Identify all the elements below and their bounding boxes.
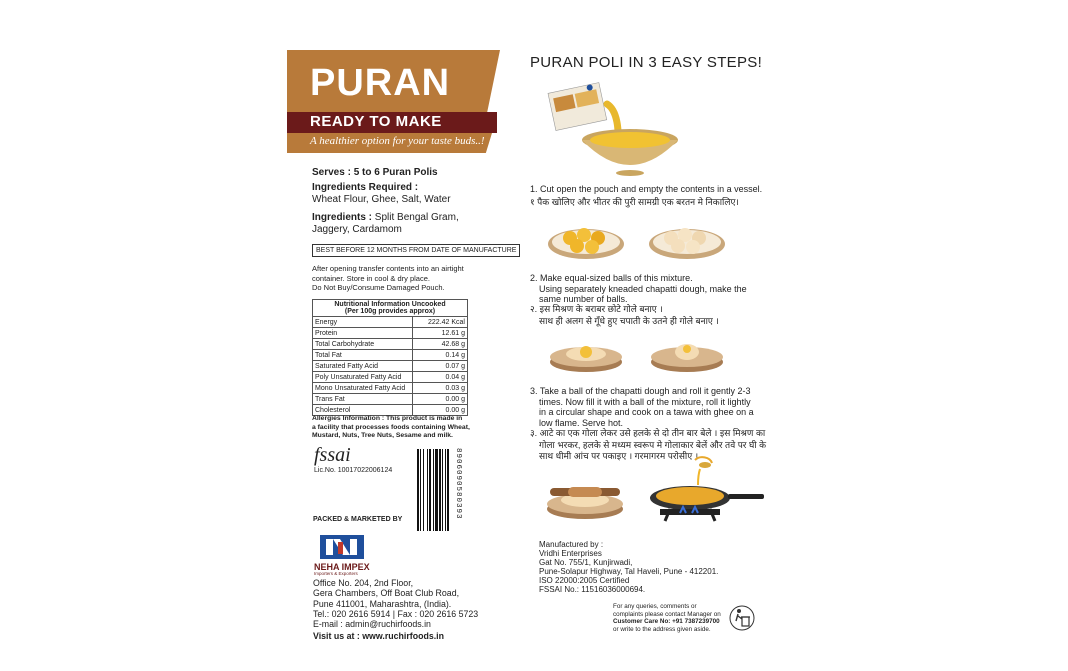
step2-line-2: Using separately kneaded chapatti dough, make the: [539, 283, 747, 294]
customer-care-number: Customer Care No: +91 7387239700: [613, 618, 720, 626]
table-row: [313, 372, 468, 383]
allergy-line-1: Allergies Information : This product is made in: [312, 415, 463, 422]
nutrient-value: 0.03 g: [413, 383, 468, 394]
barcode-bar: [442, 449, 443, 531]
ingredients-required-label: Ingredients Required :: [312, 182, 419, 193]
nutrient-value: 42.68 g: [413, 339, 468, 350]
barcode-bar: [417, 449, 419, 531]
best-before-box: BEST BEFORE 12 MONTHS FROM DATE OF MANUFACTURE: [312, 244, 520, 257]
dispose-bin-icon: [729, 604, 755, 632]
nutrient-value: 12.61 g: [413, 328, 468, 339]
step2-line-1: 2. Make equal-sized balls of this mixture.: [530, 273, 693, 283]
table-row: [313, 405, 468, 416]
ingredients-value-2: Jaggery, Cardamom: [312, 224, 402, 235]
step2-text-hi: [530, 304, 719, 327]
marketer-tagline: Importers & Exporters: [314, 571, 358, 576]
nutrient-value: 0.00 g: [413, 394, 468, 405]
barcode-bar: [429, 449, 431, 531]
marketer-phone: Tel.: 020 2616 5914 | Fax : 020 2616 5723: [313, 608, 479, 619]
step3-hi-line-1: ३. आटे का एक गोला लेकर उसे हलके से दो तीन बार बेले । इस मिश्रण का: [530, 428, 766, 438]
nutrient-name: Saturated Fatty Acid: [313, 361, 413, 372]
step3-line-4: low flame. Serve hot.: [539, 417, 624, 428]
ingredients-required-value: Wheat Flour, Ghee, Salt, Water: [312, 194, 451, 205]
nutrition-heading: [313, 300, 468, 317]
marketer-address: [313, 578, 478, 629]
nutrient-value: 0.14 g: [413, 350, 468, 361]
barcode-bar: [439, 449, 441, 531]
manufacturer-label: Manufactured by :: [539, 540, 604, 549]
barcode-bar: [433, 449, 434, 531]
step3-line-2: times. Now fill it with a ball of the mixture, roll it lightly: [539, 396, 751, 407]
barcode-bar: [447, 449, 449, 531]
nutrient-value: 222.42 Kcal: [413, 317, 468, 328]
table-row: [313, 361, 468, 372]
step3-hi-line-3: साथ धीमी आंच पर पकाइए । गरमागरम परोसीए ।: [539, 451, 699, 461]
table-row: [313, 383, 468, 394]
queries-line-2: complaints please contact Manager on: [613, 610, 721, 618]
packed-by-label: PACKED & MARKETED BY: [313, 516, 403, 523]
neha-impex-logo: [318, 532, 366, 562]
nutrient-value: 0.07 g: [413, 361, 468, 372]
step1-text-en: 1. Cut open the pouch and empty the contents in a vessel.: [530, 184, 763, 194]
storage-info: [312, 264, 464, 293]
nutrient-name: Poly Unsaturated Fatty Acid: [313, 372, 413, 383]
nutrient-name: Total Fat: [313, 350, 413, 361]
table-row: [313, 328, 468, 339]
storage-line-3: Do Not Buy/Consume Damaged Pouch.: [312, 283, 445, 292]
storage-line-2: container. Store in cool & dry place.: [312, 273, 430, 283]
nutrient-value: 0.00 g: [413, 405, 468, 416]
manufacturer-addr-2: Pune-Solapur Highway, Tal Haveli, Pune - 412201.: [539, 567, 719, 577]
nutrient-name: Cholesterol: [313, 405, 413, 416]
storage-line-1: After opening transfer contents into an airtight: [312, 264, 464, 273]
nutrition-heading-1: Nutritional Information Uncooked: [334, 301, 446, 308]
step3-line-3: in a circular shape and cook on a tawa with ghee on a: [539, 407, 754, 417]
manufacturer-info: [539, 540, 718, 595]
manufacturer-iso: ISO 22000:2005 Certified: [539, 576, 630, 586]
product-tagline: A healthier option for your taste buds..!: [310, 135, 485, 147]
manufacturer-name: Vridhi Enterprises: [539, 549, 602, 559]
rolling-board-illustration: [546, 336, 726, 378]
barcode-bar: [423, 449, 424, 531]
address-line-1: Office No. 204, 2nd Floor,: [313, 578, 414, 588]
fssai-license: Lic.No. 10017022006124: [314, 467, 393, 474]
steps-title: PURAN POLI IN 3 EASY STEPS!: [530, 54, 763, 71]
fssai-logo: [314, 444, 351, 467]
step2-line-3: same number of balls.: [539, 294, 628, 304]
nutrient-name: Trans Fat: [313, 394, 413, 405]
manufacturer-fssai: FSSAI No.: 11516036000694.: [539, 585, 646, 595]
nutrient-name: Energy: [313, 317, 413, 328]
barcode-bar: [420, 449, 421, 531]
manufacturer-addr-1: Gat No. 755/1, Kunjirwadi,: [539, 558, 633, 568]
marketer-email: E-mail : admin@ruchirfoods.in: [313, 619, 431, 630]
step3-line-1: 3. Take a ball of the chapatti dough and roll it gently 2-3: [530, 386, 751, 396]
barcode-bar: [445, 449, 446, 531]
product-title: PURAN: [310, 62, 451, 104]
step1-illustration: [545, 80, 725, 180]
step2-hi-line-2: साथ ही अलग से गूँधे हुए चपाती के उतने ही गोले बनाए ।: [539, 315, 719, 326]
fssai-logo-text: fssai: [314, 444, 351, 466]
table-row: [313, 317, 468, 328]
queries-line-4: or write to the address given aside.: [613, 625, 711, 633]
barcode-bar: [427, 449, 428, 531]
address-line-3: Pune 411001, Maharashtra, (India).: [313, 598, 452, 609]
ingredients-required: [312, 182, 451, 206]
step3-text-en: [530, 386, 754, 428]
marketer-name: NEHA IMPEX: [314, 562, 370, 572]
table-row: [313, 394, 468, 405]
queries-line-1: For any queries, comments or: [613, 603, 697, 610]
nutrient-name: Mono Unsaturated Fatty Acid: [313, 383, 413, 394]
ingredients-label: Ingredients :: [312, 212, 373, 223]
step2-hi-line-1: २. इस मिश्रण के बराबर छोटे गोले बनाए ।: [530, 304, 663, 314]
step3-illustration: [540, 455, 770, 525]
allergy-line-2: a facility that processes foods containing Wheat,: [312, 423, 470, 431]
product-subtitle: READY TO MAKE: [310, 113, 442, 130]
marketer-website: Visit us at : www.ruchirfoods.in: [313, 631, 444, 641]
nutrition-heading-2: (Per 100g provides approx): [344, 308, 436, 315]
serves-text: Serves : 5 to 6 Puran Polis: [312, 167, 438, 178]
table-row: [313, 339, 468, 350]
nutrient-name: Total Carbohydrate: [313, 339, 413, 350]
address-line-2: Gera Chambers, Off Boat Club Road,: [313, 588, 460, 599]
nutrition-table: [312, 299, 468, 416]
allergy-line-3: Mustard, Nuts, Tree Nuts, Sesame and milk.: [312, 432, 453, 439]
table-row: [313, 350, 468, 361]
barcode-number: 8906090580393: [454, 448, 462, 520]
allergy-info: [312, 415, 470, 441]
queries-info: [613, 603, 721, 633]
step2-illustration: [546, 220, 726, 262]
step3-hi-line-2: गोला भरकर, हलके से मध्यम स्वरूप मे गोलाकार बेलें और तवे पर घी के: [539, 439, 767, 450]
step1-text-hi: १ पैक खोलिए और भीतर की पुरी सामग्री एक बरतन मे निकालिए।: [530, 197, 739, 207]
step2-text-en: [530, 273, 747, 305]
ingredients: [312, 212, 459, 236]
nutrient-name: Protein: [313, 328, 413, 339]
barcode-bar: [435, 449, 438, 531]
ingredients-value-1: Split Bengal Gram,: [372, 212, 459, 223]
nutrient-value: 0.04 g: [413, 372, 468, 383]
